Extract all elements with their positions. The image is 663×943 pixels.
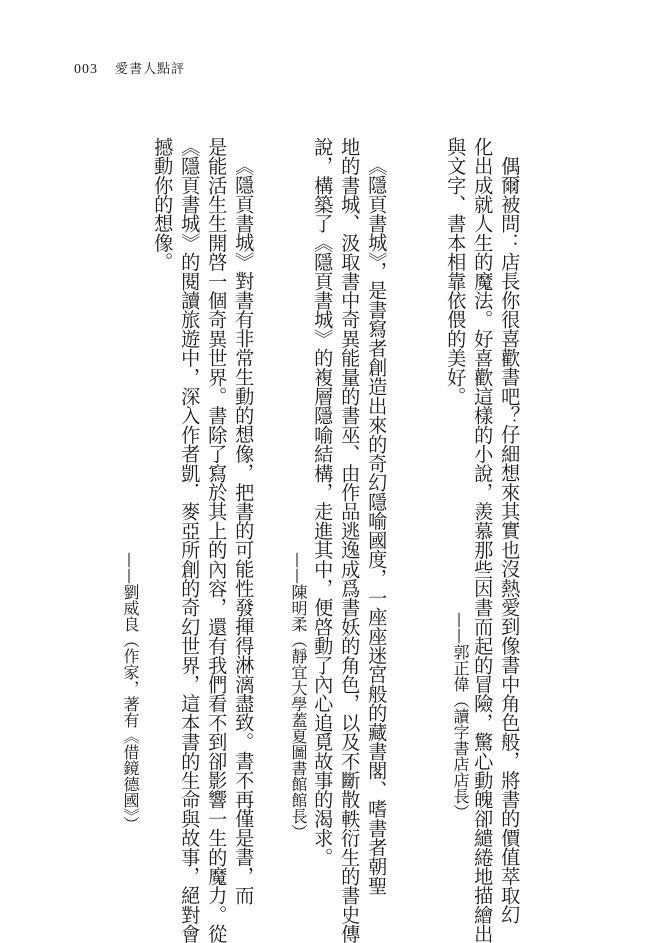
review-1-line-3: 與文字、書本相靠依偎的美好。 xyxy=(444,137,468,406)
page-header xyxy=(74,58,185,78)
review-3-line-4: 撼動你的想像。 xyxy=(151,137,175,272)
review-1-line-2: 化出成就人生的魔法。好喜歡這樣的小說，羨慕那些因書而起的冒險，驚心動魄卻繾綣地描繪出 xyxy=(471,137,495,943)
review-2-line-1: 《隱頁書城》，是書寫者創造出來的奇幻隱喻國度，一座座迷宮般的藏書閣、嗜書者朝聖 xyxy=(365,156,389,896)
review-3-line-3: 《隱頁書城》的閱讀旅遊中，深入作者凱．麥亞所創的奇幻世界，這本書的生命與故事，絕對會 xyxy=(178,137,202,943)
review-3-line-2: 是能活生生開啓一個奇異世界。書除了寫於其上的內容，還有我們看不到卻影響一生的魔力。從 xyxy=(205,137,229,943)
section-title: 愛書人點評 xyxy=(115,62,186,77)
review-1-attribution: ——郭正偉（讀字書店店長） xyxy=(451,612,470,820)
review-3-attribution: ——劉威良（作家，著有《借鏡德國》） xyxy=(121,552,140,832)
review-1-line-1: 偶爾被問：店長你很喜歡書吧？仔細想來其實也沒熱愛到像書中角色般，將書的價值萃取幻 xyxy=(498,156,522,924)
review-2-line-3: 說，構築了《隱頁書城》的複層隱喻結構，走進其中，便啓動了內心追覓故事的渴求。 xyxy=(311,137,335,867)
review-2-attribution: ——陳明柔（靜宜大學蓋夏圖書館館長） xyxy=(289,552,308,840)
review-2-line-2: 地的書城、汲取書中奇異能量的書巫、由作品逃逸成爲書妖的角色，以及不斷散軼衍生的書史傳 xyxy=(338,137,362,943)
page-number: 003 xyxy=(74,62,98,77)
review-3-line-1: 《隱頁書城》對書有非常生動的想像，把書的可能性發揮得淋漓盡致。書不再僅是書，而 xyxy=(232,156,256,905)
